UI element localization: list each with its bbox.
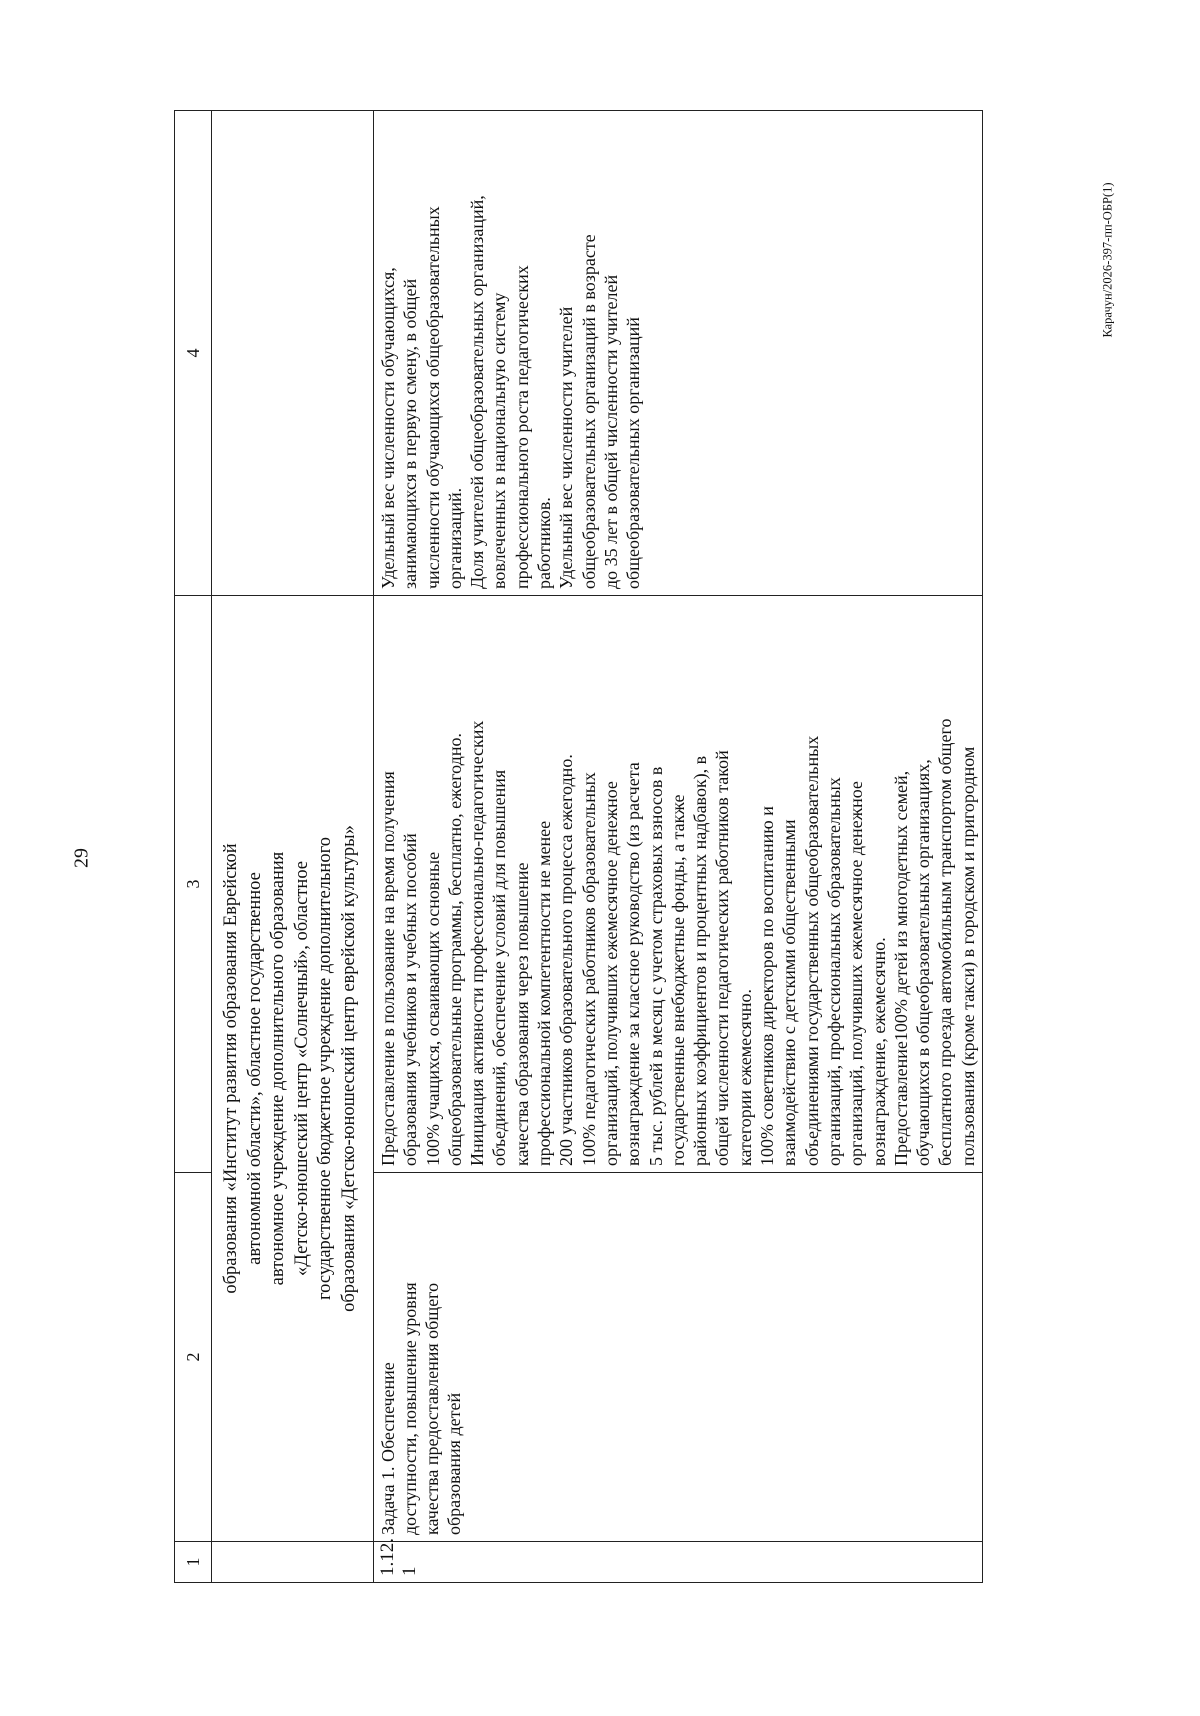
- measures-line: 100% советников директоров по воспитанию и: [757, 806, 778, 1166]
- page-number: 29: [70, 848, 93, 868]
- indicators-line: занимающихся в первую смену, в общей: [400, 278, 421, 589]
- measures-line: объединениями государственных общеобразовательных: [801, 735, 822, 1166]
- continuation-col-4: [212, 111, 374, 596]
- measures-line: 100% педагогических работников образовательных: [578, 772, 599, 1166]
- continuation-row: [212, 111, 374, 1583]
- task-line: доступности, повышение уровня: [400, 1282, 420, 1535]
- measures-line: пользования (кроме такси) в городском и пригородном: [957, 746, 978, 1166]
- row-number-line: 1: [399, 1566, 420, 1576]
- measures-line: 200 участников образовательного процесса ежегодно.: [556, 754, 577, 1166]
- measures-line: организаций, получивших ежемесячное денежное: [600, 781, 621, 1166]
- measures-cell: [374, 596, 983, 1173]
- measures-line: районных коэффициентов и процентных надбавок), в: [690, 755, 711, 1166]
- header-col-4: 4: [175, 111, 212, 596]
- indicators-line: организаций.: [444, 487, 465, 589]
- indicators-cell: [374, 111, 983, 596]
- measures-line: организаций, получивших ежемесячное денежное: [846, 781, 867, 1166]
- continuation-line: автономной области», областное государственное: [244, 872, 265, 1265]
- measures-line: общеобразовательные программы, бесплатно, ежегодно.: [444, 733, 465, 1166]
- measures-line: вознаграждение за классное руководство (из расчета: [623, 762, 644, 1166]
- measures-line: 5 тыс. рублей в месяц с учетом страховых взносов в: [645, 766, 666, 1166]
- measures-line: 100% учащихся, осваивающих основные: [422, 851, 443, 1166]
- indicators-line: Доля учителей общеобразовательных организаций,: [467, 195, 488, 589]
- header-col-1: 1: [175, 1542, 212, 1583]
- measures-line: Предоставление100% детей из многодетных семей,: [890, 770, 911, 1166]
- measures-line: профессиональной компетентности не менее: [534, 820, 555, 1166]
- indicators-line: общеобразовательных организаций: [623, 317, 644, 589]
- task-cell: [374, 1173, 983, 1542]
- task-line: качества предоставления общего: [422, 1282, 442, 1535]
- measures-line: общей численности педагогических работников такой: [712, 750, 733, 1166]
- measures-line: образования учебников и учебных пособий: [400, 833, 421, 1166]
- measures-line: обучающихся в общеобразовательных организациях,: [913, 759, 934, 1166]
- measures-line: качества образования через повышение: [511, 862, 532, 1166]
- row-number: [374, 1538, 983, 1583]
- document-code: Карачун/2026-397-пп-ОБР(1): [1100, 182, 1115, 338]
- measures-line: объединений, обеспечение условий для повышения: [489, 769, 510, 1166]
- task-line: Задача 1. Обеспечение: [378, 1362, 398, 1535]
- row-number-line: 1.12.: [377, 1538, 398, 1576]
- continuation-line: образования «Институт развития образования Еврейской: [221, 843, 241, 1294]
- measures-line: организаций, профессиональных образовательных: [823, 777, 844, 1166]
- document-table: [174, 110, 983, 1583]
- table-header-row: [175, 111, 212, 1583]
- header-col-2: 2: [175, 1173, 212, 1542]
- continuation-line: автономное учреждение дополнительного образования: [268, 851, 288, 1286]
- continuation-text: [212, 596, 374, 1542]
- measures-line: Предоставление в пользование на время получения: [378, 771, 398, 1166]
- measures-line: Инициация активности профессионально-педагогических: [467, 720, 488, 1166]
- continuation-col-1: [212, 1542, 374, 1583]
- indicators-line: работников.: [534, 497, 555, 589]
- continuation-line: образования «Детско-юношеский центр еврейской культуры»: [338, 825, 359, 1312]
- measures-line: бесплатного проезда автомобильным транспортом общего: [935, 718, 956, 1166]
- header-col-3: 3: [175, 596, 212, 1173]
- continuation-line: «Детско-юношеский центр «Солнечный», областное: [291, 860, 312, 1277]
- measures-line: взаимодействию с детскими общественными: [779, 819, 800, 1166]
- indicators-line: вовлеченных в национальную систему: [489, 292, 510, 589]
- indicators-line: Удельный вес численности обучающихся,: [378, 267, 398, 589]
- task-row: [374, 111, 983, 1583]
- indicators-line: общеобразовательных организаций в возрасте: [578, 234, 599, 589]
- indicators-line: Удельный вес численности учителей: [556, 306, 577, 589]
- measures-line: категории ежемесячно.: [734, 988, 755, 1166]
- task-line: образования детей: [444, 1392, 464, 1535]
- rotated-page: [174, 111, 1054, 1583]
- measures-line: вознаграждение, ежемесячно.: [868, 937, 889, 1166]
- indicators-line: профессионального роста педагогических: [511, 265, 532, 589]
- continuation-line: государственное бюджетное учреждение дополнительного: [315, 837, 335, 1300]
- indicators-line: численности обучающихся общеобразовательных: [422, 206, 443, 589]
- measures-line: государственные внебюджетные фонды, а также: [667, 794, 688, 1166]
- indicators-line: до 35 лет в общей численности учителей: [600, 274, 621, 589]
